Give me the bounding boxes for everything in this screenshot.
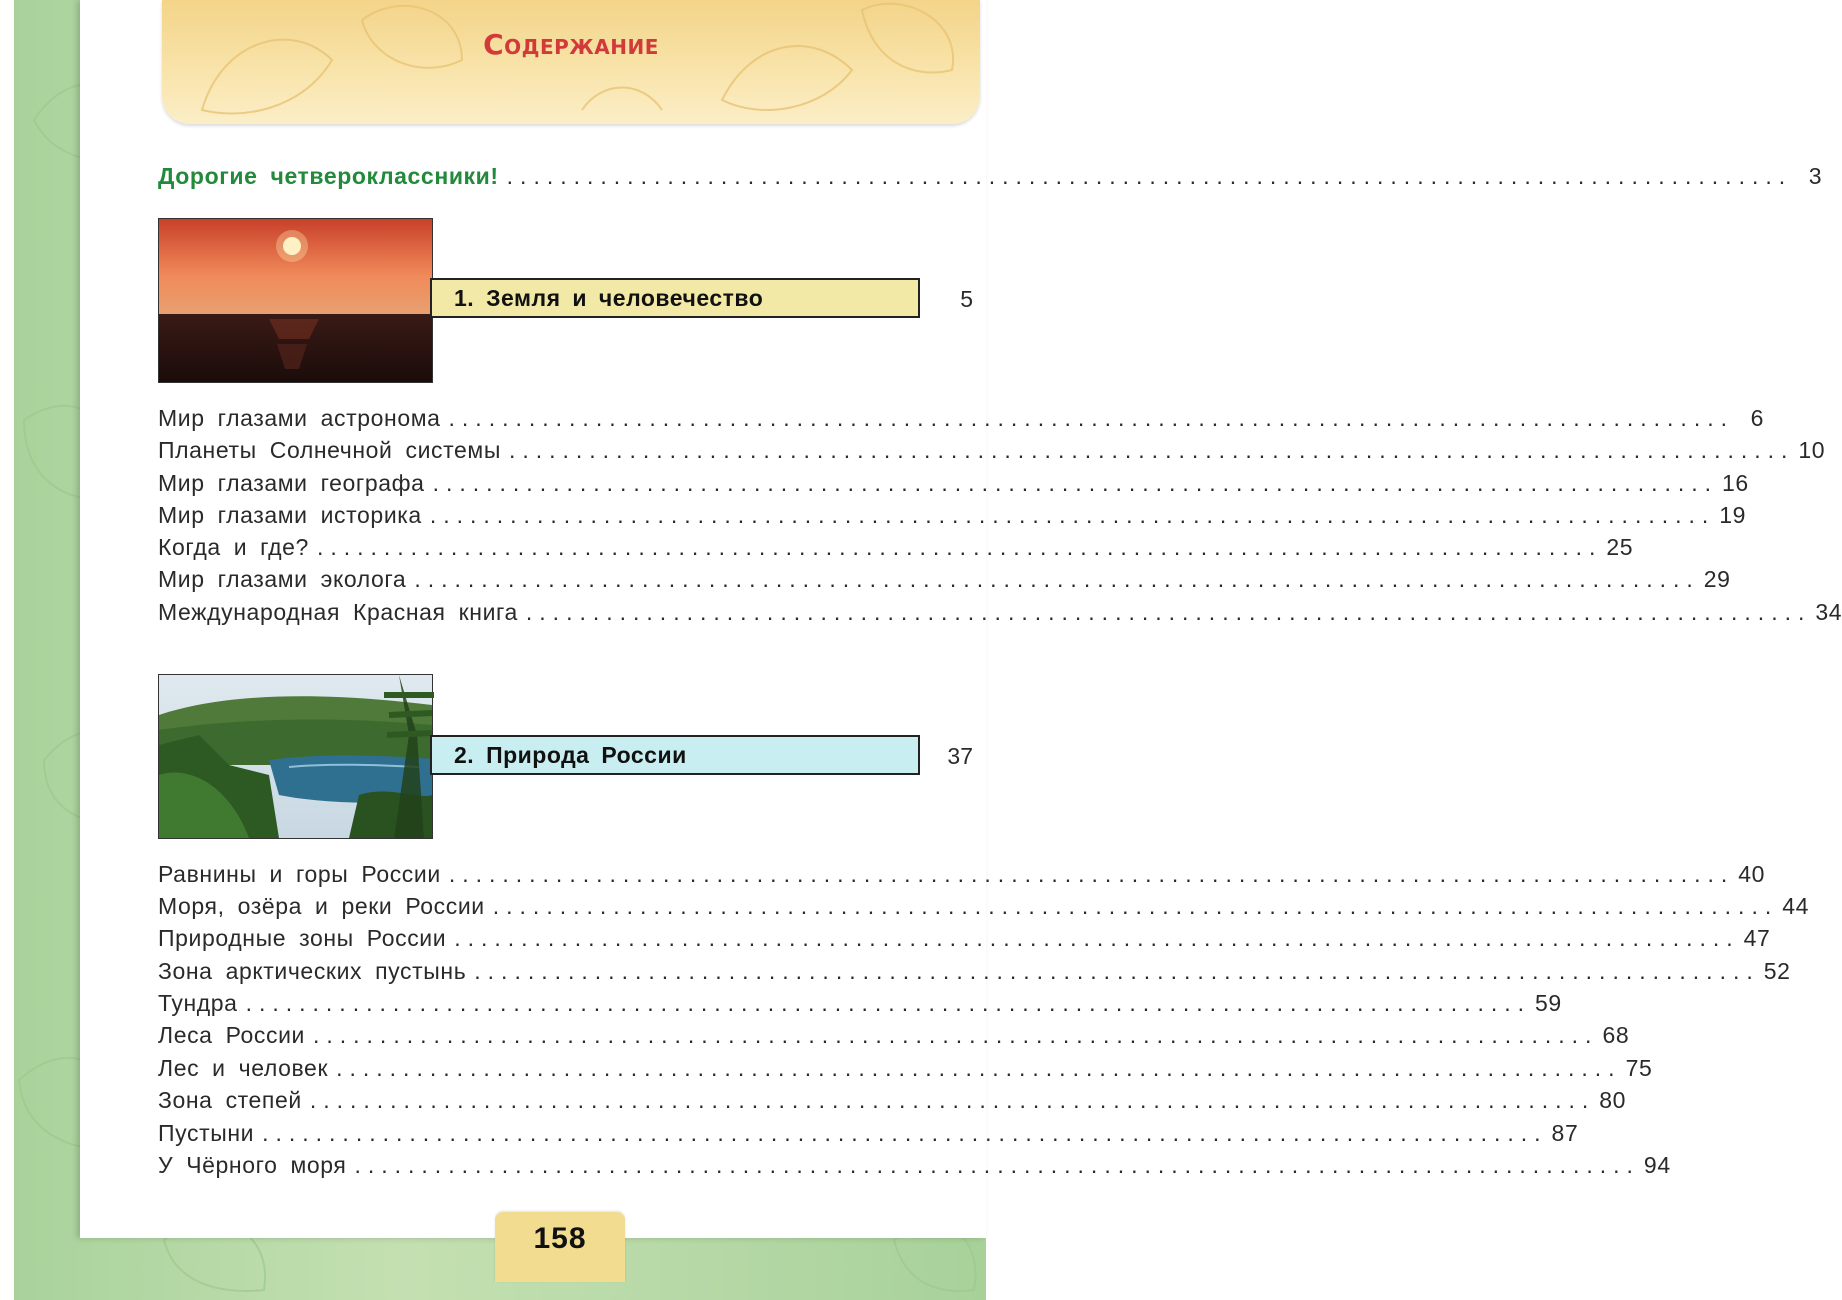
toc-entry-label: Моря, озёра и реки России <box>158 893 485 919</box>
toc-leader-dots: ................................................................................................ <box>414 566 1700 592</box>
toc-entry-label: Пустыни <box>158 1120 255 1146</box>
toc-leader-dots: ................................................................................................ <box>316 534 1603 560</box>
toc-entry-row[interactable] <box>158 563 1731 593</box>
toc-leader-dots: ................................................................................................ <box>336 1055 1622 1081</box>
toc-entry-row[interactable] <box>158 1149 1671 1179</box>
toc-entry-row[interactable] <box>158 531 1634 561</box>
decorative-leaves-icon <box>162 0 980 124</box>
toc-entry-label: Леса России <box>158 1022 305 1048</box>
toc-entry-label: У Чёрного моря <box>158 1152 347 1178</box>
toc-leader-dots: ................................................................................................ <box>454 925 1740 951</box>
toc-entry-row[interactable] <box>158 1117 1579 1147</box>
toc-entry-row[interactable] <box>158 922 1771 952</box>
toc-entry-label: Мир глазами эколога <box>158 566 407 592</box>
toc-entry-row[interactable] <box>158 890 1810 920</box>
forest-lake-image <box>158 674 433 839</box>
toc-intro-label: Дорогие четвероклассники! <box>158 163 499 189</box>
toc-entry-row[interactable] <box>158 1019 1630 1049</box>
toc-entry-label: Зона арктических пустынь <box>158 958 467 984</box>
toc-leader-dots: ................................................................................................ <box>492 893 1779 919</box>
toc-entry-row[interactable] <box>158 955 1791 985</box>
section-2-page-number: 37 <box>947 743 973 769</box>
sunset-sea-image <box>158 218 433 383</box>
toc-entry-row[interactable] <box>158 1052 1653 1082</box>
toc-entry-row[interactable] <box>158 1084 1627 1114</box>
toc-page-number: 10 <box>1798 437 1826 463</box>
toc-entry-label: Равнины и горы России <box>158 861 441 887</box>
toc-leader-dots: ................................................................................................ <box>448 861 1735 887</box>
toc-page-number: 29 <box>1703 566 1731 592</box>
toc-page-number: 34 <box>1815 599 1842 625</box>
toc-page-number: 16 <box>1722 470 1749 496</box>
toc-entry-row[interactable] <box>158 434 1826 464</box>
toc-entry-label: Мир глазами географа <box>158 470 425 496</box>
toc-page-number: 44 <box>1782 893 1810 919</box>
toc-leader-dots: ................................................................................................ <box>262 1120 1548 1146</box>
toc-leader-dots: ................................................................................................ <box>474 958 1760 984</box>
toc-page-number: 19 <box>1719 502 1747 528</box>
toc-entry-label: Мир глазами астронома <box>158 405 441 431</box>
toc-entry-label: Когда и где? <box>158 534 309 560</box>
section-1-title-box[interactable] <box>430 278 920 318</box>
toc-leader-dots: ................................................................................................ <box>309 1087 1596 1113</box>
toc-leader-dots: ................................................................................................ <box>432 470 1719 496</box>
toc-leader-dots: ................................................................................................ <box>354 1152 1640 1178</box>
toc-entry-label: Природные зоны России <box>158 925 447 951</box>
toc-page-number: 75 <box>1625 1055 1653 1081</box>
toc-entry-label: Мир глазами историка <box>158 502 422 528</box>
toc-page-number: 68 <box>1602 1022 1630 1048</box>
toc-entry-row[interactable] <box>158 987 1562 1017</box>
toc-page-number: 47 <box>1743 925 1771 951</box>
section-2-title: 2. Природа России <box>454 741 687 768</box>
toc-entry-label: Международная Красная книга <box>158 599 518 625</box>
toc-entry-row[interactable] <box>158 402 1764 432</box>
toc-leader-dots: ................................................................................................ <box>429 502 1716 528</box>
section-1-page-number: 5 <box>960 286 973 312</box>
page-title: Содержание <box>483 28 659 61</box>
toc-intro-row[interactable] <box>158 160 1823 190</box>
toc-leader-dots: ................................................................................................ <box>508 437 1795 463</box>
toc-leader-dots: ................................................................................................ <box>506 163 1793 189</box>
header-banner <box>162 0 980 124</box>
toc-entry-label: Зона степей <box>158 1087 302 1113</box>
toc-page-number: 94 <box>1643 1152 1671 1178</box>
page-number: 158 <box>495 1212 625 1282</box>
section-2-title-box[interactable] <box>430 735 920 775</box>
section-1-title: 1. Земля и человечество <box>454 284 764 311</box>
toc-entry-row[interactable] <box>158 499 1747 529</box>
toc-page-number: 3 <box>1808 163 1823 189</box>
toc-entry-row[interactable] <box>158 858 1766 888</box>
toc-page-number: 59 <box>1535 990 1562 1016</box>
toc-entry-row[interactable] <box>158 467 1749 497</box>
toc-page-number: 25 <box>1606 534 1634 560</box>
toc-leader-dots: ................................................................................................ <box>448 405 1734 431</box>
toc-page-number: 87 <box>1551 1120 1579 1146</box>
toc-page-number: 40 <box>1738 861 1766 887</box>
toc-entry-label: Планеты Солнечной системы <box>158 437 501 463</box>
toc-page-number: 6 <box>1750 405 1764 431</box>
toc-entry-label: Лес и человек <box>158 1055 329 1081</box>
toc-page-number: 80 <box>1599 1087 1627 1113</box>
toc-leader-dots: ................................................................................................ <box>525 599 1812 625</box>
toc-leader-dots: ................................................................................................ <box>312 1022 1599 1048</box>
toc-entry-label: Тундра <box>158 990 238 1016</box>
toc-leader-dots: ................................................................................................ <box>245 990 1532 1016</box>
toc-page-number: 52 <box>1763 958 1791 984</box>
toc-entry-row[interactable] <box>158 596 1842 626</box>
